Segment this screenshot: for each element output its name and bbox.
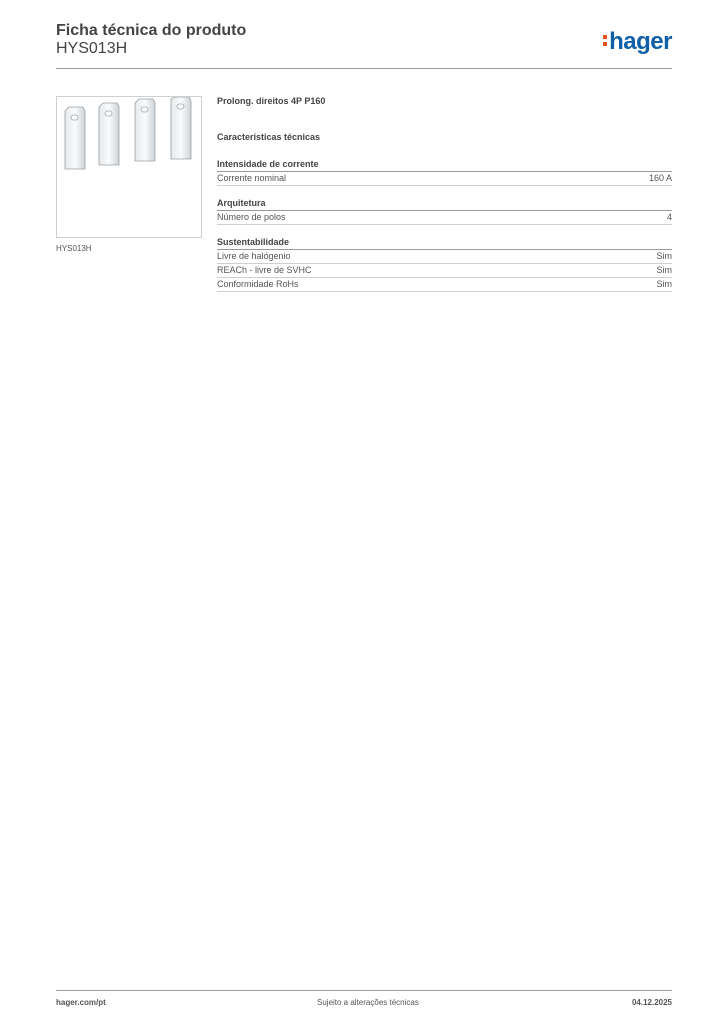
- busbar-extensions-illustration: [57, 97, 201, 237]
- spec-group-architecture: [217, 198, 672, 225]
- spec-value: 4: [666, 212, 672, 222]
- spec-group-current: [217, 159, 672, 186]
- spec-row: [217, 264, 672, 278]
- product-name: Prolong. direitos 4P P160: [217, 96, 326, 106]
- spec-row: [217, 250, 672, 264]
- spec-row: [217, 278, 672, 292]
- section-title: Características técnicas: [217, 132, 321, 142]
- website-link[interactable]: hager.com/pt: [56, 998, 106, 1007]
- specifications-panel: [217, 96, 672, 304]
- spec-row: [217, 172, 672, 186]
- hager-logo: hager: [603, 28, 672, 56]
- document-date: 04.12.2025: [631, 998, 672, 1007]
- document-title: Ficha técnica do produto: [56, 22, 247, 39]
- spec-value: Sim: [656, 251, 672, 261]
- spec-value: Sim: [656, 265, 672, 275]
- spec-label: Conformidade RoHs: [217, 279, 299, 289]
- group-title: Sustentabilidade: [217, 237, 672, 250]
- disclaimer: Sujeito a alterações técnicas: [317, 998, 419, 1007]
- footer-divider: [56, 990, 672, 991]
- spec-label: REACh - livre de SVHC: [217, 265, 312, 275]
- product-image: [56, 96, 202, 238]
- page-header: [56, 20, 672, 68]
- spec-label: Corrente nominal: [217, 173, 287, 183]
- image-caption: HYS013H: [56, 244, 92, 253]
- spec-label: Número de polos: [217, 212, 286, 222]
- header-divider: [56, 68, 672, 69]
- spec-group-sustainability: [217, 237, 672, 292]
- spec-label: Livre de halógenio: [217, 251, 291, 261]
- spec-value: Sim: [656, 279, 672, 289]
- group-title: Intensidade de corrente: [217, 159, 672, 172]
- spec-value: 160 A: [648, 173, 672, 183]
- product-code: HYS013H: [56, 40, 128, 57]
- spec-row: [217, 211, 672, 225]
- group-title: Arquitetura: [217, 198, 672, 211]
